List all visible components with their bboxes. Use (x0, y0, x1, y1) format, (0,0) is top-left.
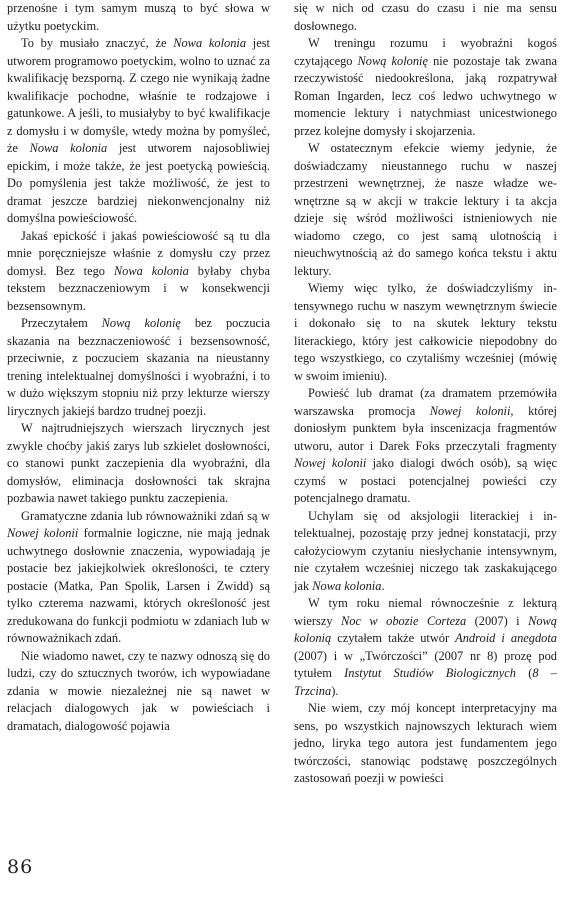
body-text: W treningu rozumu i wyobraźni kogoś czytającego (294, 36, 557, 68)
body-text: W ostatecznym efekcie wiemy jedynie, że doświadczamy nieustannego ruchu w naszej przestrzeni wewnętrznej, że nasze władze wewnętrzne są w akcji w trakcie lektury i ta akcja dzieje się wśród możliwości istnieniowych nie wiadomo czego, co jest samą ulotnością i nieuchwytnością aż do samego końca tekstu i aktu lektury. (294, 141, 557, 278)
paragraph (294, 35, 557, 140)
body-text: bez poczucia skazania na bezznaczeniowość i bezsensowność, przeciwnie, z poczuciem skazania na nieustanny trening intelektualnej domyślności i wyobraźni, i to w dużo większym stopniu niż przy lekturze wierszy lirycznych jakiejś bardzo trudnej poezji. (7, 316, 270, 418)
body-text: W najtrudniejszych wierszach lirycznych jest zwykle choćby jakiś zarys lub szkielet dosłowności, co stanowi punkt zaczepienia dla wyobraźni, dla domysłów, eliminacja dosłowności tak skrajna pozbawia nawet takiego punktu zaczepienia. (7, 421, 270, 505)
italic-title-text: Nowa kolonia (173, 36, 247, 50)
italic-title-text: Nowa kolonia (29, 141, 108, 155)
body-text: W tym roku niemal równocześnie z lekturą wierszy (294, 596, 557, 628)
paragraph (294, 508, 557, 596)
body-text: jest utworem najosobliwiej epickim, i może także, że jest poetycką powieścią. Do pomyślenia jest także możliwość, że jest to dramat jeszcze bardziej niekonwencjonalny niż domyślna powieściowość. (7, 141, 270, 225)
paragraph (7, 35, 270, 228)
body-text: Wiemy więc tylko, że doświadczyliśmy intensywnego ruchu w naszym wewnętrznym świecie i dokonało się to na skutek lektury tekstu literackiego, który jest całkowicie niepodobny do tego wszystkiego, co czytaliśmy wcześniej (mówię w swoim imieniu). (294, 281, 557, 383)
body-text: Gramatyczne zdania lub równoważniki zdań są w (21, 508, 270, 523)
body-text: (2007) i w „Twórczości” (2007 nr 8) prozę pod tytułem (294, 648, 557, 680)
italic-title-text: Noc w obozie Corteza (341, 613, 467, 628)
body-text: (2007) i (466, 613, 529, 628)
italic-title-text: 8 – Trzcina (294, 666, 557, 698)
paragraph (294, 280, 557, 385)
body-text: Przeczytałem (21, 316, 102, 330)
italic-title-text: Nową kolonię (101, 316, 181, 330)
paragraph (7, 228, 270, 316)
body-text: Uchylam się od aksjologii literackiej i intelektualnej, pozostaję przy jednej konstatacji, przy całożyciowym czytaniu niesłychanie intensywnym, nie czytałem wcześniej niczego tak zaskakującego jak (294, 508, 557, 593)
italic-title-text: Nową kolonię (357, 53, 429, 68)
italic-title-text: Nowej kolonii (429, 403, 511, 418)
body-text: . (381, 578, 385, 593)
body-text: formalnie logiczne, nie mają jednak uchwytnego dosłownie znaczenia, wypowiadają je postacie bez jakiejkolwiek określoności, te cztery postacie (Matka, Pan Spolik, Larsen i Zwidd) są tylko czterema nazwami, których określoność jest zredukowana do funkcji podmiotu w zdaniach lub w równoważnikach zdań. (7, 526, 270, 645)
body-text: , której doniosłym punktem była inscenizacja fragmentów utworu, autor i Darek Foks przeczytali fragmenty (294, 403, 557, 453)
body-text: jest utworem programowo poetyckim, wolno to uznać za kwalifikację bezsporną. Z czego nie wynikają żadne kwalifikacje pochodne, właśnie te rodzajowe i gatunkowe. A jeśli, to musiałyby to być kwalifikacje z domysłu i w domyśle, wtedy można by pomyśleć, że (7, 36, 270, 155)
paragraph (7, 315, 270, 420)
left-text-column (7, 0, 270, 735)
italic-title-text: Nowej kolonii (7, 526, 79, 540)
body-text: To by musiało znaczyć, że (21, 36, 174, 50)
italic-title-text: Nową kolonią (294, 613, 557, 645)
body-text: Jakaś epickość i jakaś powieściowość są tu dla mnie poręczniejsze właśnie z domysłu czy przez domysł. Bez tego (7, 228, 270, 278)
paragraph (7, 0, 270, 35)
body-text: jako dialogi dwóch osób), są więc czymś w postaci potencjalnej powieści czy potencjalnego dramatu. (294, 456, 557, 505)
paragraph (7, 508, 270, 648)
body-text: byłaby chyba tekstem bezznaczeniowym i w konsekwencji bezsensownym. (7, 263, 270, 313)
right-text-column (294, 0, 557, 788)
paragraph (294, 595, 557, 700)
paragraph (7, 648, 270, 736)
italic-title-text: Nowej kolonii (294, 456, 367, 470)
italic-title-text: Nowa kolonia (312, 578, 382, 593)
paragraph (7, 420, 270, 508)
body-text: Nie wiadomo nawet, czy te nazwy odnoszą się do ludzi, czy do sztucznych tworów, ich wypowiadane zdania w mowie niezależnej nie są nawet w relacjach dialogowych jak w powieściach i dramatach, dialogowość pojawia (7, 648, 270, 733)
italic-title-text: Instytut Studiów Biologicznych (344, 666, 516, 680)
page-number: 86 (7, 856, 34, 878)
body-text: przenośne i tym samym muszą to być słowa w użytku poetyckim. (7, 1, 270, 33)
italic-title-text: Nowa kolonia (113, 263, 189, 278)
italic-title-text: Android i anegdota (455, 631, 557, 645)
body-text: ). (331, 683, 339, 698)
body-text: ( (515, 666, 533, 680)
paragraph (294, 385, 557, 508)
paragraph (294, 0, 557, 35)
body-text: się w nich od czasu do czasu i nie ma sensu dosłownego. (294, 1, 557, 33)
paragraph (294, 140, 557, 280)
paragraph (294, 700, 557, 788)
body-text: czytałem także utwór (331, 631, 456, 645)
body-text: Powieść lub dramat (za dramatem przemówiła warszawska promocja (294, 386, 557, 418)
body-text: Nie wiem, czy mój koncept interpretacyjny ma sens, po wszystkich najnowszych lekturach wiem jedno, liryka tego autora jest fundamentem jego twórczości, stanowiąc podstawę poszczególnych zastosowań poezji w powieści (294, 701, 557, 785)
body-text: nie pozostaje tak zwana rzeczywistość niedookreślona, jaką rozpatrywał Roman Ingarden, lecz coś ledwo uchwytnego w momencie lektury i natychmiast unicestwionego przez kolejne domysły i skojarzenia. (294, 53, 557, 138)
